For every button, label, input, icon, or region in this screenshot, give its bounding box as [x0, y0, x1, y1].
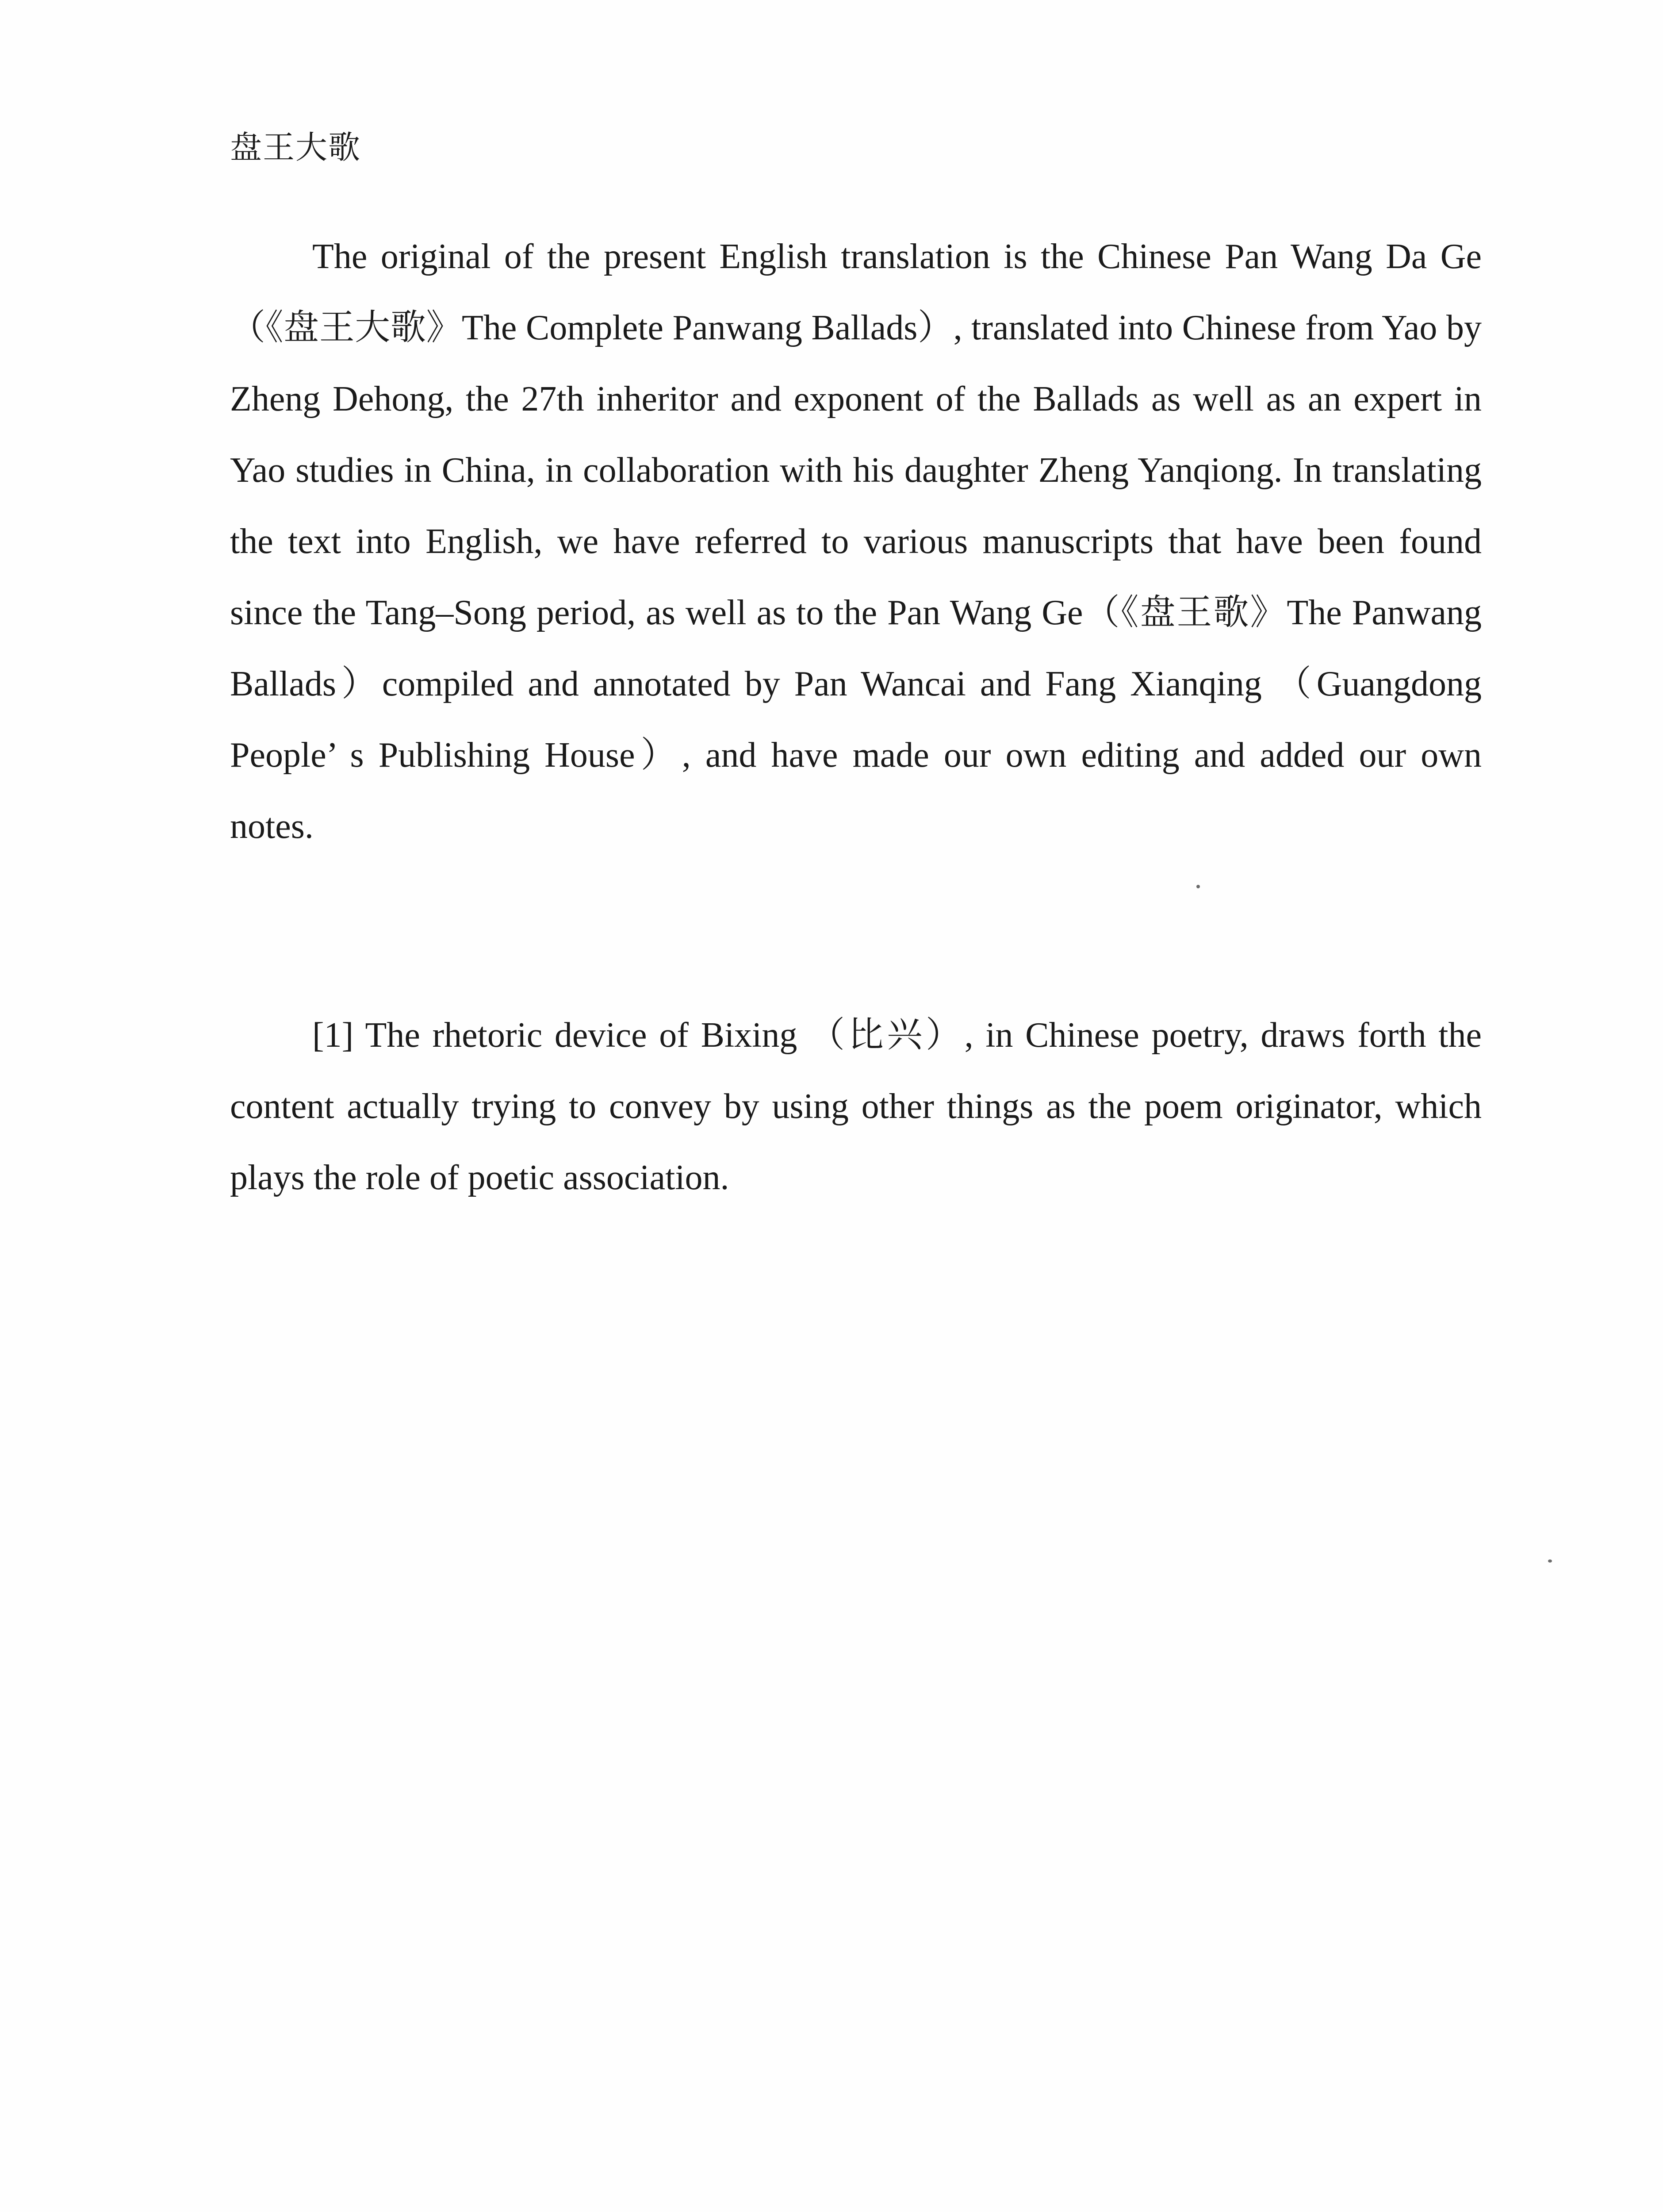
- scan-speck: [1548, 1559, 1552, 1563]
- body-paragraph-translation-source: The original of the present English translation is the Chinese Pan Wang Da Ge （《盘王大歌》The Complete Panwang Ballads）, translated into Chinese from Yao by Zheng Dehong, the 27th inheritor and exponent of the Ballads as well as an expert in Yao studies in China, in collaboration with his daughter Zheng Yanqiong. In translating the text into English, we have referred to various manuscripts that have been found since the Tang–Song period, as well as to the Pan Wang Ge（《盘王歌》The Panwang Ballads）compiled and annotated by Pan Wancai and Fang Xianqing （Guangdong People’ s Publishing House）, and have made our own editing and added our own notes.: [230, 237, 1482, 846]
- footnote-paragraph-bixing: [1] The rhetoric device of Bixing （比兴）, in Chinese poetry, draws forth the content actually trying to convey by using other things as the poem originator, which plays the role of poetic association.: [230, 1016, 1482, 1197]
- running-header-title: 盘王大歌: [230, 129, 361, 166]
- scan-speck: [1196, 885, 1200, 888]
